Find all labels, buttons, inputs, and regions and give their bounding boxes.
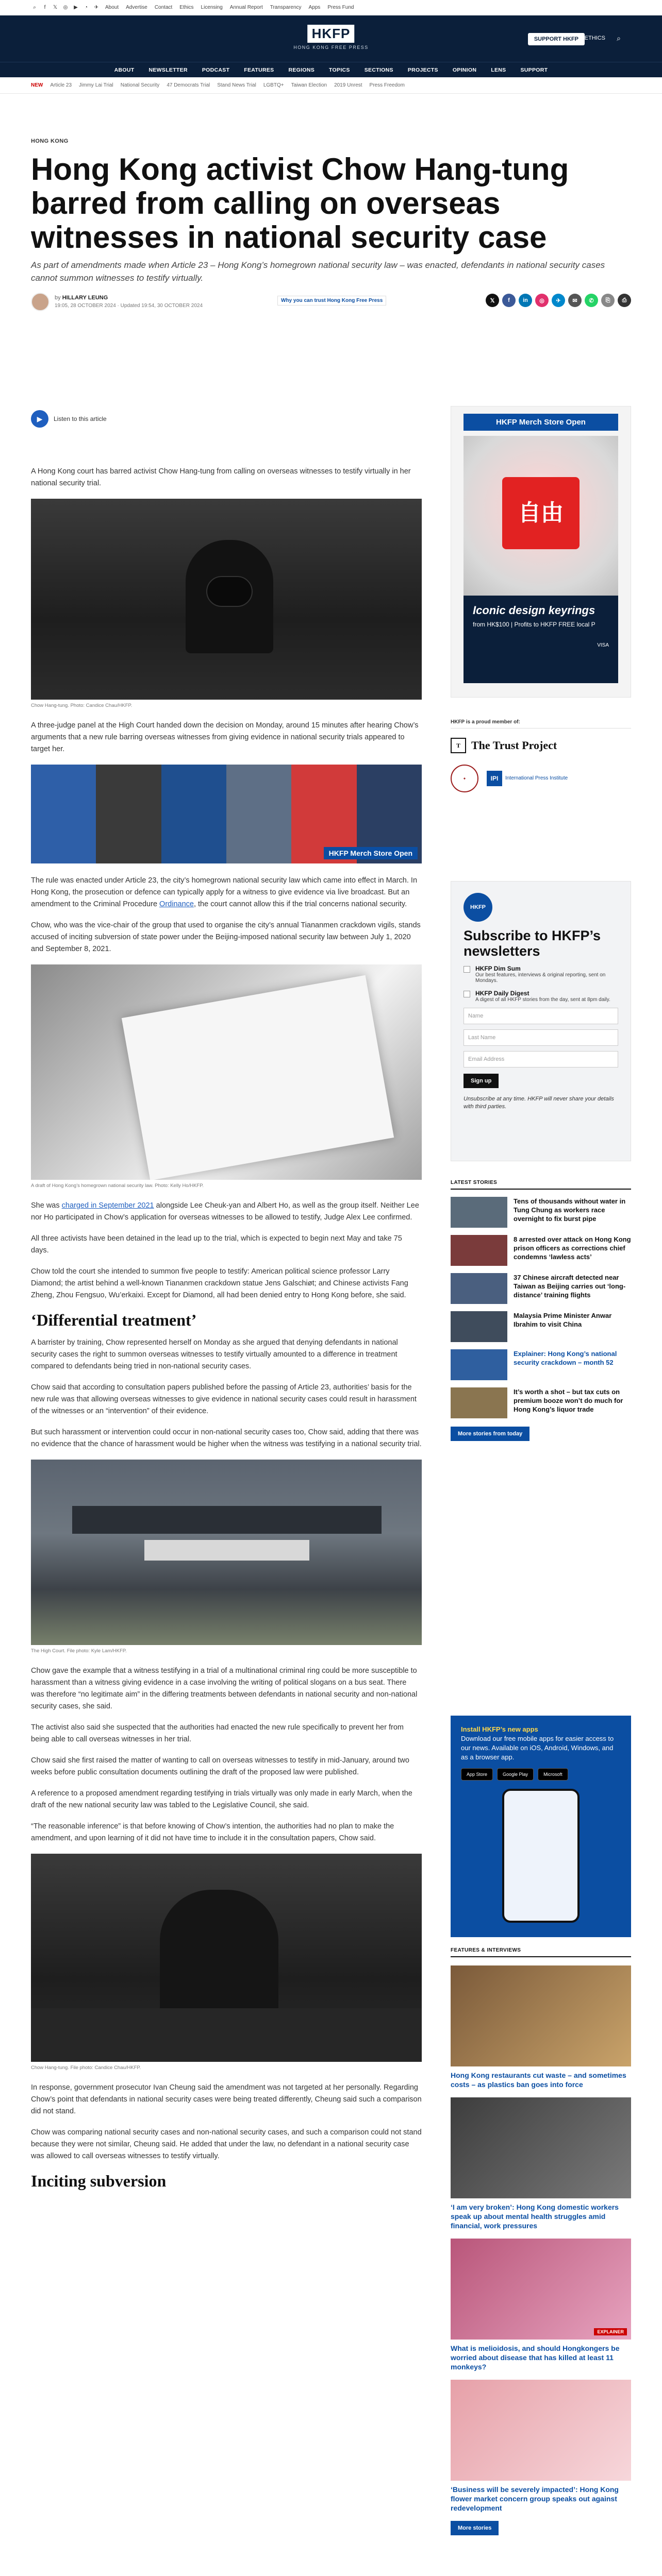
name-field[interactable]: Name bbox=[464, 1008, 618, 1024]
top-link[interactable]: Apps bbox=[308, 5, 321, 10]
top-link[interactable]: Annual Report bbox=[229, 5, 263, 10]
paragraph: A Hong Kong court has barred activist Chow Hang-tung from calling on overseas witnesses to testify virtually in her national security trial. bbox=[31, 467, 411, 487]
paragraph: In response, government prosecutor Ivan Cheung said the amendment was not targeted at her personally. Regarding Chow’s point that defendants in national security cases were being treated differently, Cheung said such a comparison did not stand. bbox=[31, 2083, 422, 2115]
ticker-item[interactable]: 2019 Unrest bbox=[334, 82, 362, 88]
x-icon[interactable]: 𝕏 bbox=[53, 5, 58, 10]
story-headline: 8 arrested over attack on Hong Kong prison officers as corrections chief condemns ‘lawless acts’ bbox=[514, 1235, 631, 1261]
ad-footer bbox=[464, 596, 618, 683]
member-label: HKFP is a proud member of: bbox=[451, 719, 631, 728]
paragraph: A three-judge panel at the High Court handed down the decision on Monday, around 15 minutes after hearing Chow’s arguments that a new rule barring overseas witnesses from giving evidence in national security trials appeared to target her. bbox=[31, 721, 419, 753]
paragraph-text: The rule was enacted under Article 23, the city’s homegrown national security law which came into effect in March. In Hong Kong, the prosecution or defence can typically apply for a witness to give evidence via live broadcast. But an amendment to the Criminal Procedure bbox=[31, 876, 418, 908]
rss-icon[interactable]: ◔ bbox=[84, 5, 88, 10]
option-desc: A digest of all HKFP stories from the day, sent at 8pm daily. bbox=[475, 997, 610, 1003]
top-link[interactable]: Ethics bbox=[179, 5, 194, 10]
top-link[interactable]: About bbox=[105, 5, 119, 10]
article-photo-chow[interactable] bbox=[31, 499, 422, 700]
more-features-button[interactable]: More stories bbox=[451, 2521, 499, 2535]
latest-story-item[interactable] bbox=[451, 1273, 631, 1304]
search-icon[interactable]: ⌕ bbox=[617, 34, 621, 42]
paragraph-text: She was bbox=[31, 1201, 62, 1210]
play-icon[interactable]: ▶ bbox=[31, 410, 48, 428]
feature-headline: ‘Business will be severely impacted’: Hong Kong flower market concern group speaks out against redevelopment bbox=[451, 2485, 619, 2512]
nav-item[interactable]: NEWSLETTER bbox=[148, 66, 188, 73]
ticker-item[interactable]: 47 Democrats Trial bbox=[167, 82, 210, 88]
whatsapp-share-icon[interactable]: ✆ bbox=[585, 294, 598, 307]
signup-button[interactable]: Sign up bbox=[464, 1074, 499, 1088]
latest-story-item[interactable] bbox=[451, 1235, 631, 1266]
feature-headline: What is melioidosis, and should Hongkongers be worried about disease that has killed at least 11 monkeys? bbox=[451, 2344, 620, 2371]
article-headline: Hong Kong activist Chow Hang-tung barred from calling on overseas witnesses in national security case bbox=[31, 152, 569, 255]
latest-title: LATEST STORIES bbox=[451, 1180, 631, 1190]
nav-item[interactable]: ABOUT bbox=[114, 66, 135, 73]
newsletter-option[interactable] bbox=[464, 990, 618, 1003]
paragraph-text: , the court cannot allow this if the trial concerns national security. bbox=[193, 900, 407, 908]
newsletter-note: Unsubscribe at any time. HKFP will never share your details with third parties. bbox=[464, 1096, 614, 1110]
section-heading: Inciting subversion bbox=[31, 2172, 167, 2190]
nav-item[interactable]: PODCAST bbox=[202, 66, 230, 73]
charged-link[interactable]: charged in September 2021 bbox=[61, 1201, 154, 1210]
story-thumbnail bbox=[451, 1387, 507, 1418]
story-headline: Explainer: Hong Kong’s national security crackdown – month 52 bbox=[514, 1350, 617, 1366]
newsletter-signup bbox=[451, 881, 631, 1161]
more-stories-button[interactable]: More stories from today bbox=[451, 1427, 529, 1441]
photo-caption: Chow Hang-tung. File photo: Candice Chau/HKFP. bbox=[31, 2065, 141, 2071]
latest-stories bbox=[451, 1180, 631, 1441]
merch-tile bbox=[226, 765, 291, 863]
nav-item[interactable]: LENS bbox=[491, 66, 506, 73]
paragraph: A barrister by training, Chow represented herself on Monday as she argued that denying defendants in national security cases the right to summon overseas witnesses to testify virtually amounted to a difference in treatment compared to defendants being tried in non-national security cases. bbox=[31, 1338, 398, 1370]
telegram-share-icon[interactable]: ✈ bbox=[552, 294, 565, 307]
option-desc: Our best features, interviews & original reporting, sent on Mondays. bbox=[475, 972, 606, 984]
merch-ad[interactable] bbox=[451, 406, 631, 698]
merch-tile bbox=[96, 765, 161, 863]
feature-image bbox=[451, 2380, 631, 2481]
topic-ticker bbox=[0, 77, 662, 94]
newsletter-option[interactable] bbox=[464, 965, 618, 984]
feature-item[interactable] bbox=[451, 2380, 631, 2513]
feature-headline: Hong Kong restaurants cut waste – and sometimes costs – as plastics ban goes into force bbox=[451, 2071, 626, 2089]
photo-caption: A draft of Hong Kong’s homegrown national security law. Photo: Kelly Ho/HKFP. bbox=[31, 1183, 204, 1189]
merch-banner[interactable] bbox=[31, 765, 422, 863]
checkbox[interactable] bbox=[464, 991, 470, 997]
paragraph: Chow, who was the vice-chair of the group that used to organise the city’s annual Tiananmen crackdown vigils, stands accused of inciting subversion of state power under the Beijing-imposed national security law between July 1, 2020 and September 8, 2021. bbox=[31, 921, 421, 953]
trust-project-icon: T bbox=[451, 738, 466, 753]
member-block bbox=[451, 719, 631, 792]
ticker-item[interactable]: Article 23 bbox=[50, 82, 72, 88]
search-icon[interactable]: ⌕ bbox=[33, 5, 36, 10]
photo-caption: Chow Hang-tung. Photo: Candice Chau/HKFP. bbox=[31, 703, 133, 708]
app-store-badge[interactable]: App Store bbox=[461, 1768, 493, 1781]
latest-list bbox=[451, 1197, 631, 1418]
option-title: HKFP Daily Digest bbox=[475, 990, 529, 997]
story-headline: It’s worth a shot – but tax cuts on premium booze won’t do much for Hong Kong’s liquor trade bbox=[514, 1388, 623, 1413]
trust-project-text: The Trust Project bbox=[471, 739, 557, 752]
audio-player[interactable] bbox=[31, 410, 107, 428]
story-headline: Malaysia Prime Minister Anwar Ibrahim to visit China bbox=[514, 1312, 612, 1328]
option-title: HKFP Dim Sum bbox=[475, 965, 521, 972]
nav-item[interactable]: SECTIONS bbox=[364, 66, 393, 73]
store-badges bbox=[461, 1768, 621, 1781]
feature-image bbox=[451, 2239, 631, 2340]
paragraph: A reference to a proposed amendment regarding testifying in trials virtually was only made in early March, when the draft of the new national security law was tabled to the Legislative Council, she said. bbox=[31, 1789, 412, 1809]
author-name-text: HILLARY LEUNG bbox=[62, 295, 108, 301]
feature-image bbox=[451, 1965, 631, 2066]
ethics-link[interactable]: ETHICS bbox=[584, 35, 605, 41]
story-thumbnail bbox=[451, 1235, 507, 1266]
author-name[interactable] bbox=[55, 295, 108, 301]
paragraph: “The reasonable inference” is that before knowing of Chow’s intention, the authorities had no plan to make the amendment, and upon learning of it did not have time to include it in the consultation papers, Chow said. bbox=[31, 1822, 394, 1842]
app-promo-desc: Download our free mobile apps for easier access to our news. Available on iOS, Android, Windows, and as a browser app. bbox=[461, 1735, 614, 1761]
paragraph-text: alongside Lee Cheuk-yan and Albert Ho, as well as the group itself. Neither Lee nor Ho participated in Chow’s application for overseas witnesses to be allowed to testify, Judge Alex Lee confirmed. bbox=[31, 1201, 419, 1222]
trust-link[interactable]: Why you can trust Hong Kong Free Press bbox=[277, 296, 386, 306]
top-utility-bar bbox=[0, 0, 662, 15]
paragraph: Chow gave the example that a witness testifying in a trial of a multinational criminal ring could be more susceptible to harassment than a witness giving evidence in a case involving the writing of political slogans on a bus seat. There was therefore “no legitimate aim” in the differing treatments between defendants in national security and non-national security cases, she said. bbox=[31, 1667, 418, 1710]
nav-item[interactable]: REGIONS bbox=[288, 66, 315, 73]
story-thumbnail bbox=[451, 1311, 507, 1342]
latest-story-item[interactable] bbox=[451, 1311, 631, 1342]
explainer-badge: EXPLAINER bbox=[594, 2328, 627, 2335]
ticker-item[interactable]: National Security bbox=[120, 82, 160, 88]
author-avatar[interactable] bbox=[31, 293, 49, 311]
article-body bbox=[31, 466, 422, 2198]
ad-subline: from HK$100 | Profits to HKFP FREE local P bbox=[473, 621, 595, 628]
ticker-label: NEW bbox=[31, 82, 43, 88]
main-nav bbox=[0, 62, 662, 77]
ipi-text: International Press Institute bbox=[505, 775, 568, 781]
feature-image bbox=[451, 2097, 631, 2198]
instagram-share-icon[interactable]: ◎ bbox=[535, 294, 549, 307]
nav-item[interactable]: FEATURES bbox=[244, 66, 274, 73]
category-label[interactable]: HONG KONG bbox=[31, 138, 69, 144]
ticker-item[interactable]: Jimmy Lai Trial bbox=[79, 82, 113, 88]
copy-link-icon[interactable]: ⎘ bbox=[601, 294, 615, 307]
top-link[interactable]: Advertise bbox=[126, 5, 147, 10]
byline bbox=[31, 293, 631, 315]
paragraph: The activist also said she suspected that the authorities had enacted the new rule specifically to prevent her from being able to call overseas witnesses in her trial. bbox=[31, 1723, 404, 1743]
merch-tile bbox=[161, 765, 226, 863]
paragraph bbox=[31, 875, 422, 910]
card-logos: VISA bbox=[597, 642, 609, 648]
google-play-badge[interactable]: Google Play bbox=[497, 1768, 534, 1781]
article-dates: 19:05, 28 OCTOBER 2024 · Updated 19:54, 30 OCTOBER 2024 bbox=[55, 303, 203, 309]
ticker-item[interactable]: Taiwan Election bbox=[291, 82, 327, 88]
journalism-society-seal-icon[interactable]: ✦ bbox=[451, 765, 478, 792]
paragraph: Chow told the court she intended to summon five people to testify: American political science professor Larry Diamond; the artist behind a well-known Tiananmen crackdown statue Jens Galschiøt; and Chinese activists Fang Zheng, Zhou Fengsuo, Wu’erkaixi. Except for Diamond, all had been denied entry to Hong Kong before, she said. bbox=[31, 1267, 408, 1299]
features-list bbox=[451, 1965, 631, 2513]
checkbox[interactable] bbox=[464, 966, 470, 973]
share-buttons bbox=[486, 294, 631, 307]
facebook-icon[interactable]: f bbox=[44, 5, 46, 10]
top-links bbox=[105, 5, 354, 10]
linkedin-share-icon[interactable]: in bbox=[519, 294, 532, 307]
story-thumbnail bbox=[451, 1197, 507, 1228]
latest-story-item[interactable] bbox=[451, 1349, 631, 1380]
facebook-share-icon[interactable]: f bbox=[502, 294, 516, 307]
feature-item[interactable] bbox=[451, 1965, 631, 2089]
listen-label: Listen to this article bbox=[54, 415, 107, 422]
ad-headline: Iconic design keyrings bbox=[473, 604, 595, 617]
telegram-icon[interactable]: ✈ bbox=[94, 5, 99, 10]
latest-story-item[interactable] bbox=[451, 1197, 631, 1228]
youtube-icon[interactable]: ▶ bbox=[74, 5, 78, 10]
nav-item[interactable]: PROJECTS bbox=[407, 66, 438, 73]
merch-store-label: HKFP Merch Store Open bbox=[324, 847, 418, 859]
app-promo-title: Install HKFP’s new apps bbox=[461, 1725, 538, 1733]
support-button[interactable]: SUPPORT HKFP bbox=[528, 33, 585, 45]
phone-mockup bbox=[502, 1789, 580, 1923]
keyring-graphic: 自由 bbox=[502, 477, 580, 549]
newsletter-title: Subscribe to HKFP’s newsletters bbox=[464, 928, 601, 959]
nav-item[interactable]: OPINION bbox=[452, 66, 477, 73]
ipi-logo[interactable] bbox=[487, 771, 568, 786]
article-photo-chow-2[interactable] bbox=[31, 1854, 422, 2062]
story-thumbnail bbox=[451, 1273, 507, 1304]
x-share-icon[interactable]: 𝕏 bbox=[486, 294, 499, 307]
photo-caption: The High Court. File photo: Kyle Lam/HKFP. bbox=[31, 1648, 127, 1654]
microsoft-badge[interactable]: Microsoft bbox=[538, 1768, 568, 1781]
paragraph: Chow said that according to consultation papers published before the passing of Article 23, authorities’ basis for the new rule was that allowing overseas witnesses to give evidence in national security cases could result in harassment of the witnesses or an “intervention” of their evidence. bbox=[31, 1383, 417, 1415]
paragraph: But such harassment or intervention could occur in non-national security cases too, Chow said, adding that there was no evidence that the chance of harassment would be higher when the witness was testifying in a national security trial. bbox=[31, 1428, 422, 1448]
latest-story-item[interactable] bbox=[451, 1387, 631, 1418]
masthead bbox=[0, 15, 662, 62]
social-icons bbox=[31, 4, 100, 11]
ad-image bbox=[464, 436, 618, 596]
print-icon[interactable]: ⎙ bbox=[618, 294, 631, 307]
hkfp-round-logo: HKFP bbox=[464, 893, 492, 922]
top-link[interactable]: Licensing bbox=[201, 5, 223, 10]
section-heading: ‘Differential treatment’ bbox=[31, 1311, 197, 1329]
member-logos bbox=[451, 765, 631, 792]
logo-text: HKFP bbox=[308, 25, 355, 43]
paragraph: Chow was comparing national security cases and non-national security cases, and such a comparison could not stand because they were not similar, Cheung said. He added that under the law, no defendant in a national security case was allowed to call overseas witnesses to testify virtually. bbox=[31, 2128, 422, 2160]
top-link[interactable]: Transparency bbox=[270, 5, 302, 10]
email-share-icon[interactable]: ✉ bbox=[568, 294, 582, 307]
merch-tile bbox=[31, 765, 96, 863]
ad-title: HKFP Merch Store Open bbox=[464, 414, 618, 431]
email-field[interactable]: Email Address bbox=[464, 1051, 618, 1067]
story-headline: 37 Chinese aircraft detected near Taiwan as Beijing carries out ‘long-distance’ training flights bbox=[514, 1274, 626, 1299]
article-photo-high-court[interactable] bbox=[31, 1460, 422, 1645]
paragraph: Chow said she first raised the matter of wanting to call on overseas witnesses to testify in mid-January, around two weeks before public consultation documents outlining the draft of the proposed law were published. bbox=[31, 1756, 409, 1776]
ipi-icon: IPI bbox=[487, 771, 502, 786]
site-logo[interactable] bbox=[293, 25, 369, 50]
feature-headline: ‘I am very broken’: Hong Kong domestic workers speak up about mental health struggles amid financial, work pressures bbox=[451, 2203, 619, 2230]
feature-item[interactable] bbox=[451, 2097, 631, 2230]
features-title: FEATURES & INTERVIEWS bbox=[451, 1947, 631, 1957]
top-link[interactable]: Press Fund bbox=[327, 5, 354, 10]
byline-prefix: by bbox=[55, 295, 61, 301]
top-link[interactable]: Contact bbox=[154, 5, 173, 10]
nav-item[interactable]: SUPPORT bbox=[520, 66, 548, 73]
ticker-item[interactable]: Press Freedom bbox=[369, 82, 405, 88]
app-promo-text bbox=[461, 1725, 621, 1762]
paragraph bbox=[31, 1200, 422, 1224]
nav-item[interactable]: TOPICS bbox=[329, 66, 350, 73]
ordinance-link[interactable]: Ordinance bbox=[159, 900, 194, 908]
logo-tagline: HONG KONG FREE PRESS bbox=[293, 45, 369, 50]
app-promo[interactable] bbox=[451, 1716, 631, 1937]
feature-item[interactable] bbox=[451, 2239, 631, 2371]
story-headline: Tens of thousands without water in Tung Chung as workers race overnight to fix burst pipe bbox=[514, 1197, 626, 1223]
ticker-item[interactable]: LGBTQ+ bbox=[263, 82, 284, 88]
last-name-field[interactable]: Last Name bbox=[464, 1029, 618, 1046]
trust-project-logo[interactable] bbox=[451, 738, 631, 753]
ticker-item[interactable]: Stand News Trial bbox=[217, 82, 256, 88]
article-standfirst: As part of amendments made when Article 23 – Hong Kong’s homegrown national security law – was enacted, defendants in national security cases cannot summon witnesses to testify virtually. bbox=[31, 260, 605, 283]
article-photo-draft-law[interactable] bbox=[31, 964, 422, 1180]
instagram-icon[interactable]: ◎ bbox=[63, 5, 68, 10]
story-thumbnail bbox=[451, 1349, 507, 1380]
paragraph: All three activists have been detained in the lead up to the trial, which is expected to begin next May and take 75 days. bbox=[31, 1234, 402, 1255]
features-interviews bbox=[451, 1947, 631, 2535]
